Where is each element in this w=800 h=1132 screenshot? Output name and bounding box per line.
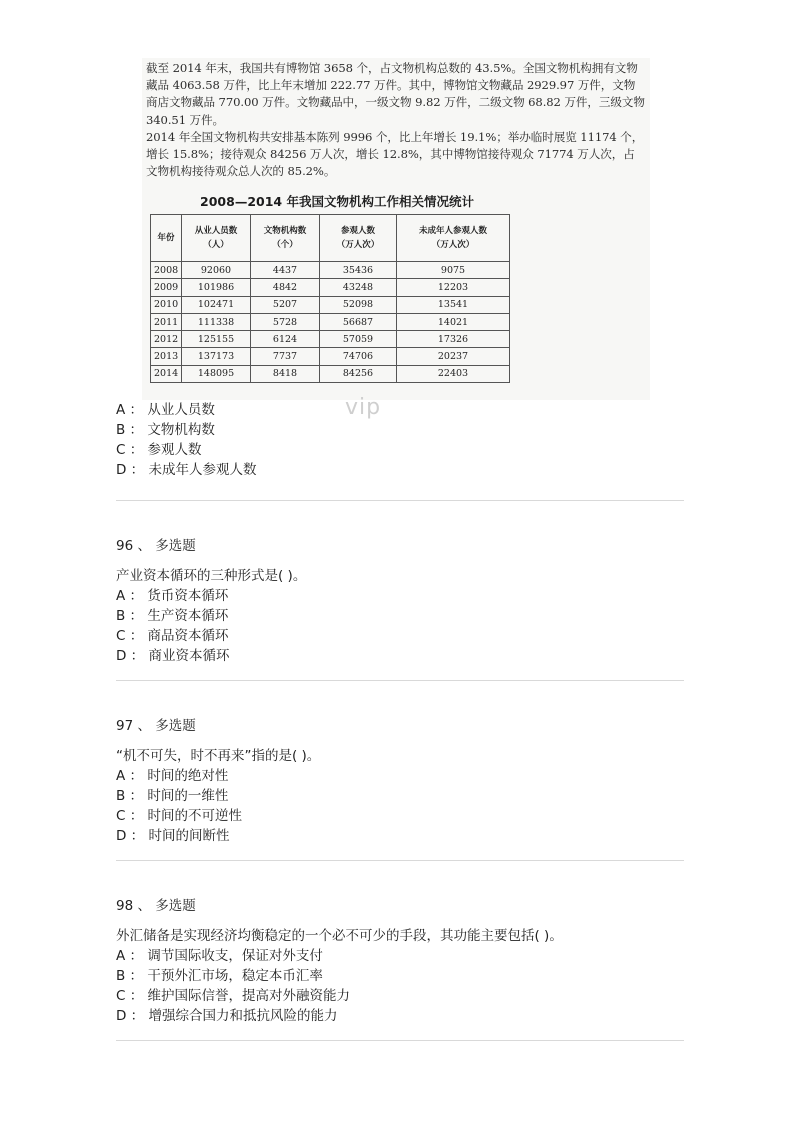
q98-option-c[interactable]: C ： 维护国际信誉，提高对外融资能力 <box>116 988 351 1004</box>
q95-option-c[interactable]: C ： 参观人数 <box>116 442 202 458</box>
divider <box>116 500 684 501</box>
statistics-table <box>150 214 510 383</box>
divider <box>116 860 684 861</box>
q97-option-c[interactable]: C ： 时间的不可逆性 <box>116 808 243 824</box>
table-row: 2009 101986 4842 43248 12203 <box>151 279 510 296</box>
q96-option-c[interactable]: C ： 商品资本循环 <box>116 628 229 644</box>
q96-option-d[interactable]: D ： 商业资本循环 <box>116 648 230 664</box>
table-row: 2010 102471 5207 52098 13541 <box>151 296 510 313</box>
question-96 <box>116 536 306 666</box>
table-header-row <box>151 215 510 262</box>
question-header: 96 、 多选题 <box>116 538 196 554</box>
q98-option-b[interactable]: B ： 干预外汇市场，稳定本币汇率 <box>116 968 323 984</box>
q98-option-a[interactable]: A ： 调节国际收支，保证对外支付 <box>116 948 323 964</box>
question-header: 97 、 多选题 <box>116 718 196 734</box>
q97-option-b[interactable]: B ： 时间的一维性 <box>116 788 229 804</box>
header-minor-visitors: 未成年人参观人数 （万人次） <box>397 215 510 262</box>
passage-paragraph-2: 2014 年全国文物机构共安排基本陈列 9996 个，比上年增长 19.1%；举办临时展览 11174 个，增长 15.8%；接待观众 84256 万人次，增长 12.8%，其中博物馆接待观众 71774 万人次，占文物机构接待观众总人次的 85.2%。 <box>146 129 644 179</box>
divider <box>116 680 684 681</box>
figure-passage <box>146 60 646 180</box>
question-header: 98 、 多选题 <box>116 898 196 914</box>
passage-paragraph-1: 截至 2014 年末，我国共有博物馆 3658 个，占文物机构总数的 43.5%。全国文物机构拥有文物藏品 4063.58 万件，比上年末增加 222.77 万件。其中，博物馆文物藏品 2929.97 万件，文物商店文物藏品 770.00 万件。文物藏品中，一级文物 9.82 万件，二级文物 68.82 万件，三级文物 340.51 万件。 <box>146 61 645 127</box>
q96-option-b[interactable]: B ： 生产资本循环 <box>116 608 229 624</box>
divider <box>116 1040 684 1041</box>
q95-option-d[interactable]: D ： 未成年人参观人数 <box>116 462 257 478</box>
q95-option-a[interactable]: A ： 从业人员数 <box>116 402 215 418</box>
table-title: 2008—2014 年我国文物机构工作相关情况统计 <box>200 194 474 209</box>
question-stem: “机不可失，时不再来”指的是( )。 <box>116 748 321 764</box>
q95-options <box>116 400 256 480</box>
table-row: 2008 92060 4437 35436 9075 <box>151 262 510 279</box>
q97-option-a[interactable]: A ： 时间的绝对性 <box>116 768 229 784</box>
question-stem: 产业资本循环的三种形式是( )。 <box>116 568 307 584</box>
header-institutions: 文物机构数 （个） <box>251 215 320 262</box>
q98-option-d[interactable]: D ： 增强综合国力和抵抗风险的能力 <box>116 1008 338 1024</box>
table-row: 2011 111338 5728 56687 14021 <box>151 313 510 330</box>
question-98 <box>116 896 563 1026</box>
watermark: vip <box>345 395 382 420</box>
q96-option-a[interactable]: A ： 货币资本循环 <box>116 588 229 604</box>
question-stem: 外汇储备是实现经济均衡稳定的一个必不可少的手段，其功能主要包括( )。 <box>116 928 563 944</box>
q97-option-d[interactable]: D ： 时间的间断性 <box>116 828 230 844</box>
question-figure-image <box>142 58 650 400</box>
question-97 <box>116 716 320 846</box>
table-row: 2012 125155 6124 57059 17326 <box>151 331 510 348</box>
header-staff: 从业人员数 （人） <box>182 215 251 262</box>
table-row: 2013 137173 7737 74706 20237 <box>151 348 510 365</box>
table-row: 2014 148095 8418 84256 22403 <box>151 365 510 382</box>
header-year: 年份 <box>151 215 182 262</box>
q95-option-b[interactable]: B ： 文物机构数 <box>116 422 215 438</box>
header-visitors: 参观人数 （万人次） <box>320 215 397 262</box>
